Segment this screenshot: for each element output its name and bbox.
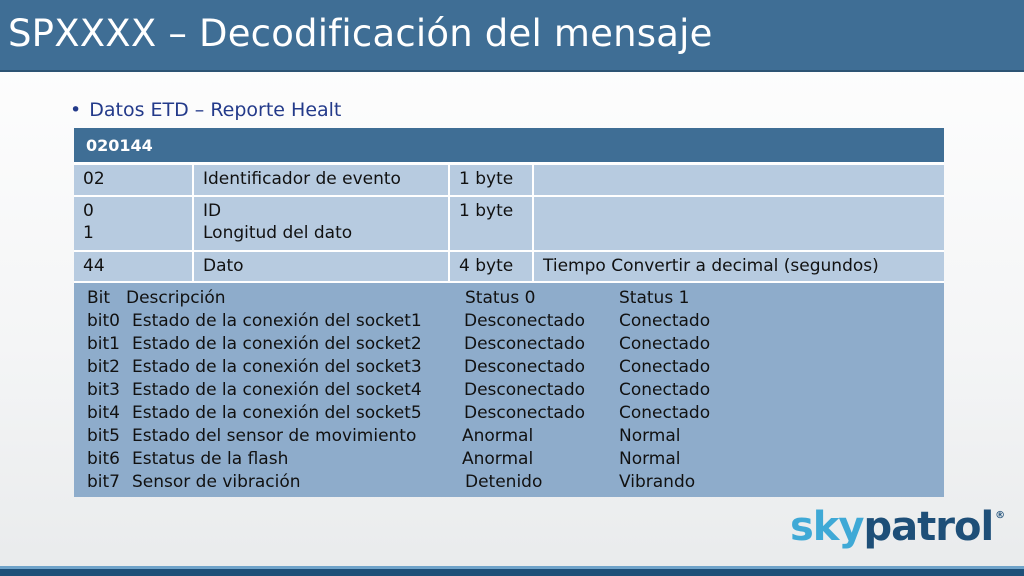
bit-status1: Normal bbox=[619, 426, 681, 446]
bit-row bbox=[74, 311, 944, 334]
table-row bbox=[74, 252, 944, 283]
bit-row bbox=[74, 380, 944, 403]
bit-status0: Desconectado bbox=[464, 357, 586, 377]
bits-header-status0: Status 0 bbox=[465, 288, 536, 308]
bit-row bbox=[74, 449, 944, 472]
table-cell-size: 4 byte bbox=[450, 252, 534, 281]
table-cell-code: 44 bbox=[74, 252, 194, 281]
bit-status1: Conectado bbox=[619, 311, 711, 331]
table-cell-size: 1 byte bbox=[450, 197, 534, 250]
bit-status1: Conectado bbox=[619, 334, 711, 354]
decode-table bbox=[74, 128, 944, 497]
table-row bbox=[74, 165, 944, 197]
bit-row bbox=[74, 472, 944, 495]
bit-desc: Estado del sensor de movimiento bbox=[132, 426, 417, 446]
logo-sky: sky bbox=[790, 504, 864, 550]
bottom-bar bbox=[0, 566, 1024, 576]
bits-header bbox=[74, 288, 944, 311]
bit-status0: Desconectado bbox=[464, 403, 586, 423]
bullet-text: Datos ETD – Reporte Healt bbox=[89, 99, 342, 121]
bit-status0: Desconectado bbox=[464, 380, 586, 400]
bottom-bar-accent bbox=[0, 566, 1024, 569]
bit-id: bit3 bbox=[87, 380, 120, 400]
bit-id: bit4 bbox=[87, 403, 120, 423]
code-line-1: 0 bbox=[83, 201, 94, 221]
logo-patrol: patrol bbox=[863, 504, 994, 550]
bit-desc: Estado de la conexión del socket1 bbox=[132, 311, 422, 331]
bit-id: bit2 bbox=[87, 357, 120, 377]
bit-id: bit5 bbox=[87, 426, 120, 446]
table-header-row bbox=[74, 128, 944, 165]
bit-desc: Estatus de la flash bbox=[132, 449, 289, 469]
registered-mark: ® bbox=[995, 510, 1005, 521]
bit-status0: Detenido bbox=[465, 472, 543, 492]
bit-id: bit7 bbox=[87, 472, 120, 492]
bit-id: bit1 bbox=[87, 334, 120, 354]
table-row bbox=[74, 197, 944, 252]
table-cell-size: 1 byte bbox=[450, 165, 534, 195]
bit-status0: Desconectado bbox=[464, 334, 586, 354]
bits-header-status1: Status 1 bbox=[619, 288, 690, 308]
bit-desc: Estado de la conexión del socket2 bbox=[132, 334, 422, 354]
bit-status1: Normal bbox=[619, 449, 681, 469]
table-cell-code bbox=[74, 197, 194, 250]
table-cell-note bbox=[534, 197, 944, 250]
table-cell-desc: Dato bbox=[194, 252, 450, 281]
table-cell-desc: Identificador de evento bbox=[194, 165, 450, 195]
desc-line-2: Longitud del dato bbox=[203, 223, 353, 243]
bullet-dot-icon: • bbox=[70, 99, 82, 121]
bit-id: bit6 bbox=[87, 449, 120, 469]
table-cell-desc bbox=[194, 197, 450, 250]
slide-title: SPXXXX – Decodificación del mensaje bbox=[8, 12, 713, 55]
bit-status1: Conectado bbox=[619, 380, 711, 400]
bit-status0: Anormal bbox=[462, 449, 534, 469]
bit-status0: Anormal bbox=[462, 426, 534, 446]
bit-status1: Vibrando bbox=[619, 472, 696, 492]
bit-row bbox=[74, 334, 944, 357]
bit-id: bit0 bbox=[87, 311, 120, 331]
skypatrol-logo bbox=[790, 504, 1004, 550]
bit-row bbox=[74, 403, 944, 426]
bit-row bbox=[74, 426, 944, 449]
table-cell-note: Tiempo Convertir a decimal (segundos) bbox=[543, 256, 879, 276]
bit-desc: Estado de la conexión del socket3 bbox=[132, 357, 422, 377]
bit-status0: Desconectado bbox=[464, 311, 586, 331]
bit-desc: Estado de la conexión del socket5 bbox=[132, 403, 422, 423]
bit-row bbox=[74, 357, 944, 380]
title-bar bbox=[0, 0, 1024, 72]
table-cell-code: 02 bbox=[74, 165, 194, 195]
bits-header-desc: Descripción bbox=[126, 288, 226, 308]
bit-desc: Estado de la conexión del socket4 bbox=[132, 380, 422, 400]
bit-status1: Conectado bbox=[619, 357, 711, 377]
bits-block bbox=[74, 283, 944, 497]
bit-desc: Sensor de vibración bbox=[132, 472, 301, 492]
bullet-item bbox=[70, 99, 341, 121]
table-header-code: 020144 bbox=[86, 136, 153, 155]
table-cell-note bbox=[534, 165, 944, 195]
bits-header-bit: Bit bbox=[87, 288, 111, 308]
bit-status1: Conectado bbox=[619, 403, 711, 423]
desc-line-1: ID bbox=[203, 201, 222, 221]
code-line-2: 1 bbox=[83, 223, 94, 243]
